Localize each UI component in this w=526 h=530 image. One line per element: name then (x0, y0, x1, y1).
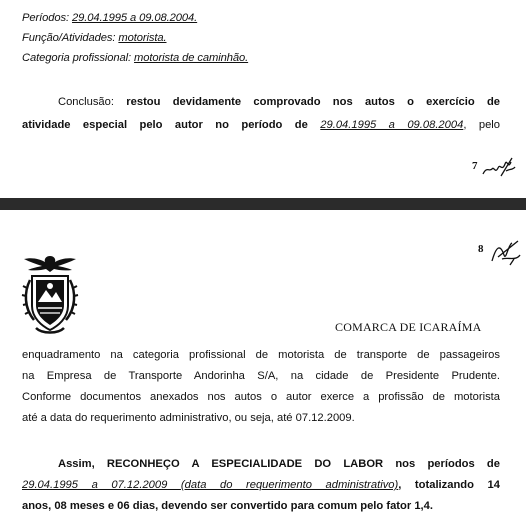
conclusao-line1-rest: restou devidamente comprovado nos autos o exercício de (126, 96, 501, 108)
page-number-top: 7 (472, 160, 478, 172)
conclusao-label: Conclusão: (58, 96, 114, 108)
funcao-value: motorista. (118, 32, 167, 44)
periodos-label: Períodos: (22, 12, 69, 24)
conclusao-line2-date: 29.04.1995 a 09.08.2004 (320, 119, 464, 131)
funcao-label: Função/Atividades: (22, 32, 116, 44)
para1-line-1: enquadramento na categoria profissional de motorista de transporte de passageiros (22, 349, 500, 361)
funcao-line (22, 32, 167, 44)
categoria-value: motorista de caminhão. (134, 52, 249, 64)
para1-line-3: Conforme documentos anexados nos autos o autor exerce a profissão de motorista (22, 391, 500, 403)
coat-of-arms-icon (20, 250, 80, 336)
assim-line2-tail: , totalizando 14 (398, 479, 500, 491)
page-number-bottom: 8 (478, 243, 484, 255)
comarca-header: COMARCA DE ICARAÍMA (335, 320, 482, 334)
assim-line-3: anos, 08 meses e 06 dias, devendo ser convertido para comum pelo fator 1,4. (22, 500, 433, 512)
para1-line-4: até a data do requerimento administrativo, ou seja, até 07.12.2009. (22, 412, 355, 424)
categoria-line (22, 52, 248, 64)
assim-line-1: Assim, RECONHEÇO A ESPECIALIDADE DO LABOR nos períodos de (58, 458, 500, 470)
conclusao-line2-tail: , pelo (463, 119, 501, 131)
conclusao-line2-bold: atividade especial pelo autor no período de (22, 119, 308, 131)
periodos-value: 29.04.1995 a 09.08.2004. (72, 12, 198, 24)
conclusao-line-1 (58, 96, 500, 108)
document-page-top (0, 0, 526, 198)
para1-line-2: na Empresa de Transporte Andorinha S/A, na cidade de Presidente Prudente. (22, 370, 500, 382)
signature-initials-icon (488, 235, 522, 269)
assim-line-2 (22, 479, 500, 491)
page-break-divider (0, 198, 526, 210)
conclusao-line-2 (22, 119, 500, 131)
categoria-label: Categoria profissional: (22, 52, 132, 64)
periodos-line (22, 12, 197, 24)
assim-dates: 29.04.1995 a 07.12.2009 (data do requerimento administrativo) (22, 479, 399, 491)
signature-initials-icon (481, 152, 517, 182)
